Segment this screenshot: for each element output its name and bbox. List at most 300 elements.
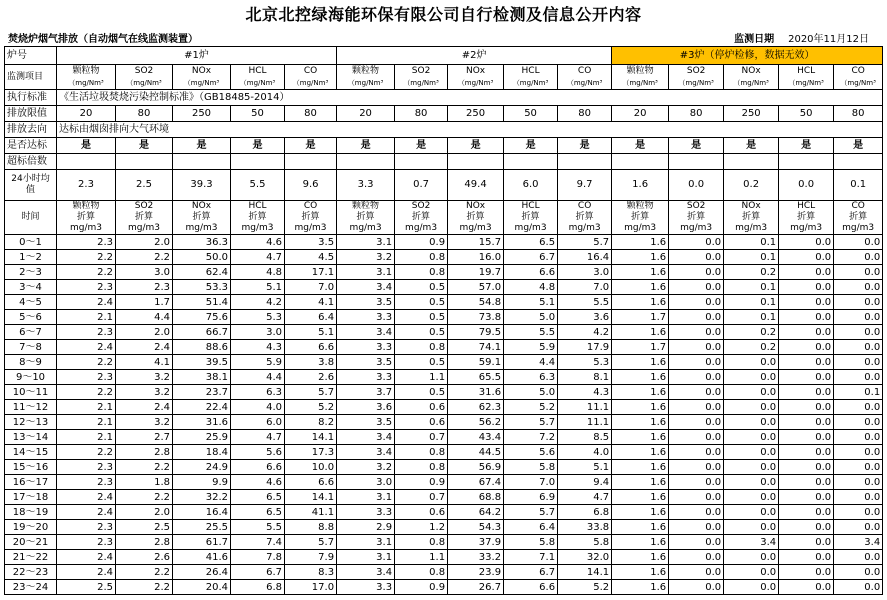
limit-value: 250 — [724, 106, 779, 122]
conv-label: 折算 — [631, 212, 650, 222]
hour-value: 4.2 — [558, 325, 612, 340]
conv-unit: mg/m3 — [69, 223, 102, 233]
hour-value: 0.0 — [834, 475, 883, 490]
conv-name: SO2 — [686, 201, 706, 211]
conv-name: CO — [851, 201, 865, 211]
hour-value: 6.6 — [231, 460, 285, 475]
conv-header-row — [5, 201, 883, 235]
hour-value: 6.6 — [504, 580, 558, 595]
hour-value: 5.1 — [285, 325, 337, 340]
hour-value: 3.5 — [285, 235, 337, 250]
pollutant-header — [173, 65, 231, 90]
conv-unit: mg/m3 — [790, 223, 823, 233]
hour-value: 22.4 — [173, 400, 231, 415]
hour-value: 0.0 — [669, 310, 724, 325]
hour-value: 2.8 — [116, 535, 173, 550]
pollutant-name: CO — [577, 66, 592, 76]
limit-value: 50 — [231, 106, 285, 122]
hour-value: 0.0 — [779, 340, 834, 355]
hour-value: 0.0 — [834, 265, 883, 280]
hour-value: 59.1 — [448, 355, 504, 370]
hour-value: 2.5 — [57, 580, 116, 595]
furnace-3-header: #3炉（停炉检修，数据无效） — [612, 47, 883, 65]
hour-value: 3.6 — [558, 310, 612, 325]
hour-value: 1.6 — [612, 355, 669, 370]
hour-value: 2.6 — [285, 370, 337, 385]
hour-value: 0.8 — [395, 535, 448, 550]
conv-name: SO2 — [411, 201, 431, 211]
pollutant-unit: （mg/Nm³ — [126, 79, 162, 87]
hour-value: 0.0 — [669, 520, 724, 535]
hour-value: 2.2 — [116, 580, 173, 595]
hour-value: 0.0 — [834, 325, 883, 340]
page-title: 北京北控绿海能环保有限公司自行检测及信息公开内容 — [245, 5, 642, 24]
pollutant-unit: （mg/Nm³ — [788, 79, 824, 87]
hour-value: 3.0 — [116, 265, 173, 280]
hour-value: 6.4 — [285, 310, 337, 325]
conv-unit: mg/m3 — [241, 223, 274, 233]
hour-row — [5, 505, 883, 520]
hour-value: 57.0 — [448, 280, 504, 295]
hour-value: 1.6 — [612, 235, 669, 250]
hour-value: 0.0 — [669, 265, 724, 280]
hour-value: 8.1 — [558, 370, 612, 385]
hour-row — [5, 565, 883, 580]
compliant-value: 是 — [504, 138, 558, 154]
hour-value: 37.9 — [448, 535, 504, 550]
hour-value: 3.4 — [834, 535, 883, 550]
hour-value: 5.6 — [504, 445, 558, 460]
hour-value: 0.0 — [724, 355, 779, 370]
hour-value: 65.5 — [448, 370, 504, 385]
conv-name: HCL — [797, 201, 816, 211]
avg-value: 49.4 — [448, 170, 504, 201]
furnace-1-header: #1炉 — [57, 47, 337, 65]
hour-value: 5.7 — [504, 415, 558, 430]
hour-value: 0.0 — [724, 385, 779, 400]
pollutant-name: SO2 — [134, 66, 154, 76]
hour-value: 0.0 — [724, 430, 779, 445]
conv-header — [724, 201, 779, 235]
hour-value: 0.0 — [834, 250, 883, 265]
hour-value: 0.0 — [779, 415, 834, 430]
pollutant-name: HCL — [521, 66, 540, 76]
hour-value: 4.4 — [116, 310, 173, 325]
hour-value: 6.8 — [558, 505, 612, 520]
hour-value: 0.5 — [395, 325, 448, 340]
hour-value: 1.6 — [612, 520, 669, 535]
compliant-value: 是 — [669, 138, 724, 154]
hour-value: 74.1 — [448, 340, 504, 355]
hour-value: 0.0 — [669, 430, 724, 445]
conv-label: 折算 — [521, 212, 540, 222]
hour-value: 67.4 — [448, 475, 504, 490]
conv-label: 折算 — [356, 212, 375, 222]
conv-unit: mg/m3 — [127, 223, 160, 233]
conv-name: 颗粒物 — [72, 201, 100, 211]
hour-value: 2.4 — [57, 505, 116, 520]
hour-value: 7.4 — [231, 535, 285, 550]
hour-value: 1.6 — [612, 400, 669, 415]
hour-label: 20～21 — [5, 535, 57, 550]
hour-value: 14.1 — [285, 490, 337, 505]
hour-value: 68.8 — [448, 490, 504, 505]
hour-label: 17～18 — [5, 490, 57, 505]
hour-value: 0.0 — [834, 505, 883, 520]
hour-value: 1.6 — [612, 505, 669, 520]
hour-label: 15～16 — [5, 460, 57, 475]
hour-value: 5.5 — [558, 295, 612, 310]
hour-value: 0.7 — [395, 490, 448, 505]
hour-value: 0.0 — [724, 460, 779, 475]
hour-value: 4.3 — [231, 340, 285, 355]
hour-value: 43.4 — [448, 430, 504, 445]
hour-value: 0.0 — [724, 505, 779, 520]
hour-value: 2.3 — [116, 280, 173, 295]
hour-value: 2.2 — [57, 445, 116, 460]
hour-value: 0.1 — [724, 295, 779, 310]
hour-value: 5.7 — [504, 505, 558, 520]
exceed-value — [834, 154, 883, 170]
hour-value: 33.2 — [448, 550, 504, 565]
hour-row — [5, 475, 883, 490]
conv-header — [448, 201, 504, 235]
hour-value: 6.3 — [231, 385, 285, 400]
hour-value: 56.2 — [448, 415, 504, 430]
hour-label: 19～20 — [5, 520, 57, 535]
exceed-value — [612, 154, 669, 170]
hour-value: 1.6 — [612, 385, 669, 400]
hour-value: 0.0 — [669, 445, 724, 460]
hour-value: 3.8 — [285, 355, 337, 370]
hour-label: 2～3 — [5, 265, 57, 280]
avg-value: 9.7 — [558, 170, 612, 201]
hour-value: 26.7 — [448, 580, 504, 595]
limit-value: 250 — [448, 106, 504, 122]
hour-value: 0.5 — [395, 385, 448, 400]
hour-row — [5, 415, 883, 430]
hour-value: 0.0 — [669, 400, 724, 415]
hour-value: 0.5 — [395, 310, 448, 325]
conv-name: HCL — [521, 201, 540, 211]
hour-value: 4.1 — [116, 355, 173, 370]
hour-value: 0.8 — [395, 445, 448, 460]
hour-row — [5, 235, 883, 250]
hour-value: 0.9 — [395, 580, 448, 595]
conv-unit: mg/m3 — [185, 223, 218, 233]
exceed-value — [116, 154, 173, 170]
hour-value: 0.8 — [395, 340, 448, 355]
hour-value: 3.4 — [337, 325, 395, 340]
standard-row — [5, 90, 883, 106]
conv-header — [173, 201, 231, 235]
hour-value: 5.2 — [285, 400, 337, 415]
hour-row — [5, 370, 883, 385]
hour-row — [5, 550, 883, 565]
hour-label: 9～10 — [5, 370, 57, 385]
hour-value: 23.9 — [448, 565, 504, 580]
items-row — [5, 65, 883, 90]
hour-value: 0.0 — [669, 505, 724, 520]
exceed-label: 超标倍数 — [5, 154, 57, 170]
hour-value: 0.2 — [724, 340, 779, 355]
hour-value: 17.1 — [285, 265, 337, 280]
avg-value: 2.3 — [57, 170, 116, 201]
hour-value: 16.4 — [558, 250, 612, 265]
hour-value: 5.2 — [504, 400, 558, 415]
hour-value: 7.9 — [285, 550, 337, 565]
pollutant-name: CO — [303, 66, 318, 76]
hour-value: 0.0 — [779, 355, 834, 370]
hour-value: 0.0 — [724, 445, 779, 460]
pollutant-name: NOx — [741, 66, 761, 76]
hour-value: 2.2 — [57, 385, 116, 400]
hour-value: 7.1 — [504, 550, 558, 565]
hour-value: 3.2 — [337, 460, 395, 475]
avg-value: 0.0 — [669, 170, 724, 201]
compliant-value: 是 — [337, 138, 395, 154]
hour-row — [5, 400, 883, 415]
pollutant-unit: （mg/Nm³ — [840, 79, 876, 87]
hour-value: 1.6 — [612, 295, 669, 310]
furnace-2-header: #2炉 — [337, 47, 612, 65]
hour-value: 3.4 — [337, 430, 395, 445]
hour-value: 38.1 — [173, 370, 231, 385]
hour-value: 1.1 — [395, 550, 448, 565]
hour-label: 11～12 — [5, 400, 57, 415]
hour-value: 44.5 — [448, 445, 504, 460]
hour-value: 3.4 — [724, 535, 779, 550]
conv-label: 折算 — [134, 212, 153, 222]
hour-value: 4.8 — [231, 265, 285, 280]
hour-value: 0.6 — [395, 415, 448, 430]
hour-value: 61.7 — [173, 535, 231, 550]
pollutant-unit: （mg/Nm³ — [678, 79, 714, 87]
hour-value: 2.4 — [116, 340, 173, 355]
limit-value: 80 — [834, 106, 883, 122]
hour-row — [5, 460, 883, 475]
hour-value: 0.0 — [669, 475, 724, 490]
date-value: 2020年11月12日 — [788, 34, 869, 45]
compliant-value: 是 — [231, 138, 285, 154]
hour-value: 2.3 — [57, 520, 116, 535]
hour-value: 0.0 — [669, 340, 724, 355]
hour-value: 0.0 — [779, 235, 834, 250]
hour-label: 7～8 — [5, 340, 57, 355]
hour-value: 25.5 — [173, 520, 231, 535]
hour-value: 3.6 — [337, 400, 395, 415]
report-subtitle: 焚烧炉烟气排放（自动烟气在线监测装置） — [8, 34, 198, 45]
pollutant-header — [612, 65, 669, 90]
hour-value: 6.7 — [504, 250, 558, 265]
hour-value: 1.6 — [612, 490, 669, 505]
conv-header — [231, 201, 285, 235]
hour-label: 8～9 — [5, 355, 57, 370]
conv-header — [116, 201, 173, 235]
hour-value: 3.3 — [337, 340, 395, 355]
conv-header — [285, 201, 337, 235]
hour-row — [5, 265, 883, 280]
hour-value: 0.0 — [779, 385, 834, 400]
hour-value: 56.9 — [448, 460, 504, 475]
hour-value: 2.1 — [57, 430, 116, 445]
hour-value: 0.0 — [779, 400, 834, 415]
hour-label: 5～6 — [5, 310, 57, 325]
avg-value: 9.6 — [285, 170, 337, 201]
hour-value: 0.0 — [724, 565, 779, 580]
pollutant-header — [231, 65, 285, 90]
pollutant-unit: （mg/Nm³ — [622, 79, 658, 87]
pollutant-unit: （mg/Nm³ — [733, 79, 769, 87]
hour-label: 14～15 — [5, 445, 57, 460]
hour-value: 0.0 — [669, 490, 724, 505]
hour-value: 2.7 — [116, 430, 173, 445]
hour-value: 33.8 — [558, 520, 612, 535]
hour-value: 2.3 — [57, 280, 116, 295]
hour-value: 5.7 — [285, 535, 337, 550]
compliant-value: 是 — [834, 138, 883, 154]
compliant-value: 是 — [116, 138, 173, 154]
hour-value: 0.0 — [779, 520, 834, 535]
hour-value: 62.4 — [173, 265, 231, 280]
hour-value: 31.6 — [173, 415, 231, 430]
exceed-value — [57, 154, 116, 170]
hour-label: 12～13 — [5, 415, 57, 430]
hour-value: 1.2 — [395, 520, 448, 535]
hour-value: 0.0 — [779, 550, 834, 565]
items-label: 监测项目 — [5, 65, 57, 90]
hour-value: 0.0 — [669, 250, 724, 265]
hour-value: 0.0 — [779, 310, 834, 325]
hour-value: 0.0 — [669, 235, 724, 250]
hour-value: 7.0 — [558, 280, 612, 295]
hour-value: 0.0 — [834, 400, 883, 415]
hour-value: 0.0 — [779, 280, 834, 295]
pollutant-unit: （mg/Nm³ — [183, 79, 220, 87]
hour-value: 0.0 — [834, 235, 883, 250]
hour-value: 5.7 — [558, 235, 612, 250]
hour-value: 3.2 — [337, 250, 395, 265]
destination-row — [5, 122, 883, 138]
hour-value: 14.1 — [558, 565, 612, 580]
hour-value: 0.8 — [395, 250, 448, 265]
hour-value: 3.5 — [337, 295, 395, 310]
conv-name: CO — [303, 201, 318, 211]
hour-value: 0.0 — [834, 295, 883, 310]
hour-value: 3.7 — [337, 385, 395, 400]
conv-unit: mg/m3 — [349, 223, 382, 233]
hour-value: 54.3 — [448, 520, 504, 535]
pollutant-header — [285, 65, 337, 90]
pollutant-unit: （mg/Nm³ — [292, 79, 329, 87]
hour-value: 39.5 — [173, 355, 231, 370]
avg-value: 0.7 — [395, 170, 448, 201]
hour-value: 41.1 — [285, 505, 337, 520]
destination-label: 排放去向 — [5, 122, 57, 138]
hour-value: 1.8 — [116, 475, 173, 490]
hour-value: 2.3 — [57, 475, 116, 490]
conv-label: 折算 — [742, 212, 761, 222]
hour-value: 2.3 — [57, 235, 116, 250]
conv-header — [834, 201, 883, 235]
hour-value: 18.4 — [173, 445, 231, 460]
hour-value: 2.2 — [57, 250, 116, 265]
hour-value: 25.9 — [173, 430, 231, 445]
hour-value: 0.0 — [669, 325, 724, 340]
exceed-value — [173, 154, 231, 170]
hour-value: 1.6 — [612, 265, 669, 280]
hour-value: 0.8 — [395, 265, 448, 280]
hour-value: 5.3 — [558, 355, 612, 370]
hour-value: 0.0 — [669, 415, 724, 430]
pollutant-header — [834, 65, 883, 90]
hour-value: 0.0 — [779, 325, 834, 340]
compliant-value: 是 — [395, 138, 448, 154]
hour-value: 1.6 — [612, 460, 669, 475]
hour-value: 3.4 — [337, 445, 395, 460]
compliant-label: 是否达标 — [5, 138, 57, 154]
conv-label: 折算 — [687, 212, 706, 222]
hour-value: 2.0 — [116, 235, 173, 250]
pollutant-header — [779, 65, 834, 90]
hour-value: 2.2 — [116, 460, 173, 475]
hour-value: 4.4 — [231, 370, 285, 385]
hour-value: 0.0 — [779, 370, 834, 385]
hour-value: 0.0 — [834, 460, 883, 475]
avg-label: 24小时均值 — [5, 170, 57, 201]
pollutant-name: 颗粒物 — [626, 66, 654, 76]
hour-value: 3.5 — [337, 415, 395, 430]
hour-label: 3～4 — [5, 280, 57, 295]
hour-value: 6.5 — [231, 505, 285, 520]
hour-value: 62.3 — [448, 400, 504, 415]
hour-row — [5, 430, 883, 445]
hour-value: 0.0 — [724, 490, 779, 505]
avg-value: 0.0 — [779, 170, 834, 201]
hour-row — [5, 520, 883, 535]
hour-value: 6.4 — [504, 520, 558, 535]
compliant-value: 是 — [57, 138, 116, 154]
hour-value: 9.9 — [173, 475, 231, 490]
conv-unit: mg/m3 — [680, 223, 713, 233]
pollutant-name: HCL — [248, 66, 267, 76]
hour-value: 2.4 — [57, 340, 116, 355]
hour-value: 26.4 — [173, 565, 231, 580]
hour-value: 0.9 — [395, 235, 448, 250]
hour-value: 0.0 — [834, 550, 883, 565]
conv-unit: mg/m3 — [459, 223, 492, 233]
exceed-row — [5, 154, 883, 170]
avg-value: 5.5 — [231, 170, 285, 201]
hour-value: 3.2 — [116, 415, 173, 430]
hour-value: 3.3 — [337, 580, 395, 595]
hour-value: 0.0 — [669, 355, 724, 370]
pollutant-unit: （mg/Nm³ — [566, 79, 603, 87]
hour-value: 5.3 — [231, 310, 285, 325]
exceed-value — [724, 154, 779, 170]
hour-value: 32.2 — [173, 490, 231, 505]
hour-value: 2.4 — [57, 565, 116, 580]
hour-label: 23～24 — [5, 580, 57, 595]
exceed-value — [779, 154, 834, 170]
hour-value: 4.7 — [558, 490, 612, 505]
hour-value: 1.6 — [612, 550, 669, 565]
hour-value: 0.0 — [779, 295, 834, 310]
pollutant-header — [57, 65, 116, 90]
pollutant-name: SO2 — [686, 66, 706, 76]
hour-value: 0.0 — [669, 370, 724, 385]
hour-value: 2.5 — [116, 520, 173, 535]
